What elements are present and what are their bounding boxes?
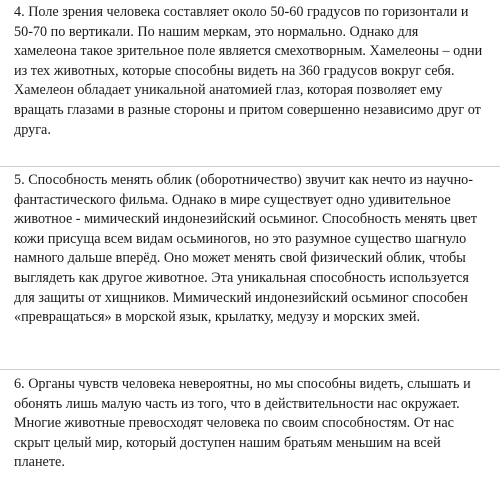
section-fact-6-senses: [14, 375, 484, 473]
section-fact-5-octopus: [14, 171, 484, 328]
section-fact-4-chameleon: [14, 3, 484, 140]
paragraph-fact-6: 6. Органы чувств человека невероятны, но мы способны видеть, слышать и обонять лишь малую часть из того, что в действительности нас окружает. Многие животные превосходят человека по своим способностям. От нас скрыт целый мир, который доступен нашим братьям меньшим на всей планете.: [14, 376, 471, 471]
paragraph-fact-4-eyes: Хамелеон обладает уникальной анатомией глаз, которая позволяет ему вращать глазами в разные стороны и притом совершенно независимо друг от друга.: [14, 82, 481, 138]
section-divider: [0, 369, 500, 370]
paragraph-fact-5: 5. Способность менять облик (оборотничество) звучит как нечто из научно-фантастического фильма. Однако в мире существует одно удивительное животное - мимический индонезийский осьминог. Способность менять цвет кожи присуща всем видам осьминогов, но это разумное существо шагнуло намного дальше вперёд. Оно может менять свой физический облик, чтобы выглядеть как другое животное. Эта уникальная способность используется для защиты от хищников. Мимический индонезийский осьминог способен «превращаться» в морской язык, крылатку, медузу и морских змей.: [14, 172, 477, 326]
section-divider: [0, 166, 500, 167]
paragraph-fact-4-intro: 4. Поле зрения человека составляет около 50-60 градусов по горизонтали и 50-70 по вертикали. По нашим меркам, это нормально. Однако для хамелеона такое зрительное поле является смехотворным. Хамелеоны – одни из тех животных, которые способны видеть на 360 градусов вокруг себя.: [14, 4, 483, 79]
